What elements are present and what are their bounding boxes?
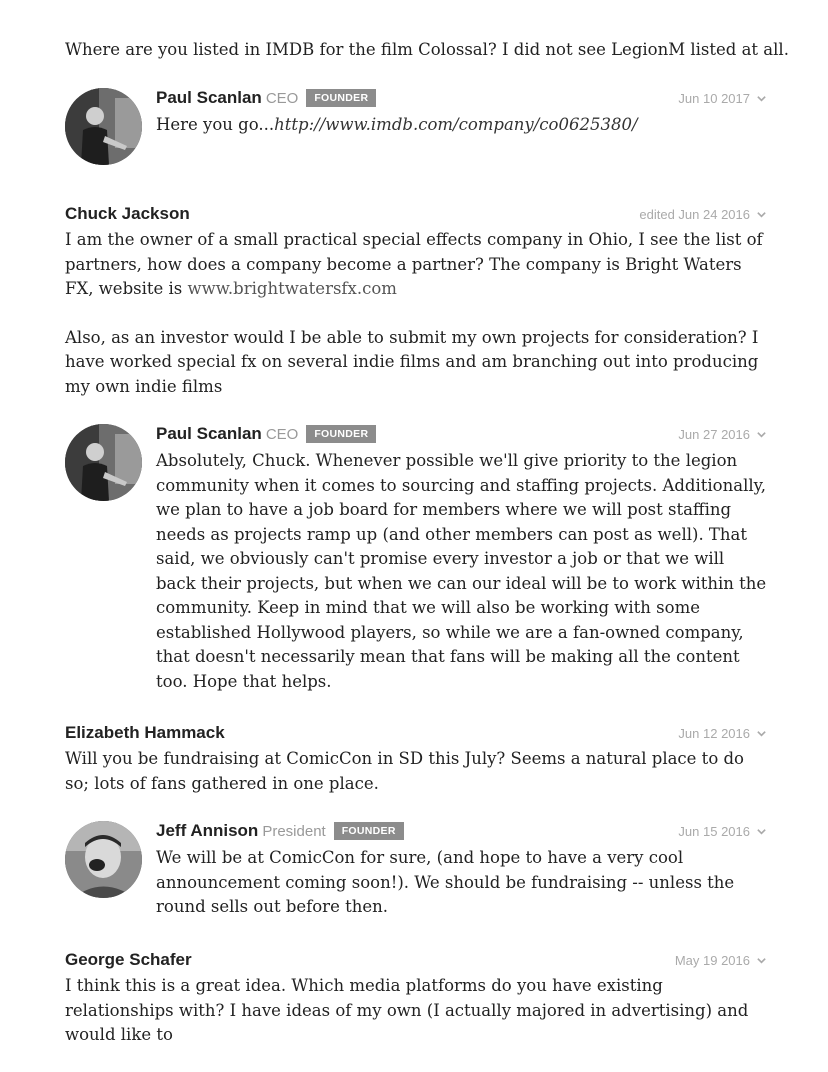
comment-chuck bbox=[65, 204, 767, 399]
avatar[interactable] bbox=[65, 821, 142, 898]
avatar[interactable] bbox=[65, 88, 142, 165]
comment-date bbox=[675, 953, 767, 968]
reply-paul-1 bbox=[65, 88, 767, 168]
reply-text: Here you go... bbox=[156, 115, 275, 134]
comment-body bbox=[65, 228, 767, 399]
reply-text: Absolutely, Chuck. Whenever possible we'll give priority to the legion community when it comes to sourcing and staffing projects. Additionally, we plan to have a job board for members where we will post staffing needs as projects ramp up (and other members can post as well). That said, we obviously can't promise every investor a job or that we will back their projects, but when we can our ideal will be to work within the community. Keep in mind that we will also be working with some established Hollywood players, so while we are a fan-owned company, that doesn't necessarily mean that fans will be making all the content too. Hope that helps. bbox=[156, 451, 767, 691]
commenter-name[interactable]: Paul Scanlan bbox=[156, 424, 262, 443]
reply-text: We will be at ComicCon for sure, (and hope to have a very cool announcement coming soon!). We should be fundraising -- unless the round sells out before then. bbox=[156, 848, 735, 916]
comment-date bbox=[678, 726, 767, 741]
comment-text-2: Also, as an investor would I be able to submit my own projects for consideration? I have worked special fx on several indie films and am branching out into producing my own indie films bbox=[65, 327, 759, 396]
date-text: Jun 27 2016 bbox=[678, 427, 750, 442]
avatar-photo-icon bbox=[65, 424, 142, 501]
chevron-down-icon[interactable] bbox=[756, 209, 767, 220]
avatar-photo-icon bbox=[65, 88, 142, 165]
date-text: Jun 12 2016 bbox=[678, 726, 750, 741]
reply-paul-2 bbox=[65, 424, 767, 694]
chevron-down-icon[interactable] bbox=[756, 955, 767, 966]
commenter-role: President bbox=[262, 823, 326, 840]
chevron-down-icon[interactable] bbox=[756, 93, 767, 104]
comment-text: I think this is a great idea. Which media platforms do you have existing relationships with? I have ideas of my own (I actually majored in advertising) and would like to bbox=[65, 976, 749, 1044]
comment-george bbox=[65, 950, 767, 1048]
comment-text: Will you be fundraising at ComicCon in SD this July? Seems a natural place to do so; lots of fans gathered in one place. bbox=[65, 749, 744, 793]
date-text: Jun 10 2017 bbox=[678, 91, 750, 106]
comment-text: I am the owner of a small practical special effects company in Ohio, I see the list of partners, how does a company become a partner? The company is Bright Waters FX, website is bbox=[65, 230, 763, 298]
founder-badge: FOUNDER bbox=[334, 822, 404, 840]
comment-date bbox=[678, 824, 767, 839]
imdb-link[interactable]: http://www.imdb.com/company/co0625380/ bbox=[274, 115, 638, 134]
question-text: Where are you listed in IMDB for the film Colossal? I did not see LegionM listed at all. bbox=[65, 40, 789, 59]
date-text: May 19 2016 bbox=[674, 953, 750, 968]
commenter-name[interactable]: Paul Scanlan bbox=[156, 88, 262, 107]
commenter-name[interactable]: Chuck Jackson bbox=[65, 204, 190, 223]
comment-date bbox=[678, 91, 767, 106]
website-link[interactable]: www.brightwatersfx.com bbox=[187, 279, 397, 298]
commenter-name[interactable]: Elizabeth Hammack bbox=[65, 723, 225, 742]
reply-body bbox=[156, 113, 767, 138]
comment-date bbox=[639, 207, 767, 222]
founder-badge: FOUNDER bbox=[306, 89, 376, 107]
chevron-down-icon[interactable] bbox=[756, 826, 767, 837]
comment-date bbox=[678, 427, 767, 442]
avatar-photo-icon bbox=[65, 821, 142, 898]
commenter-name[interactable]: Jeff Annison bbox=[156, 821, 259, 840]
date-text: edited Jun 24 2016 bbox=[639, 207, 750, 222]
commenter-name[interactable]: George Schafer bbox=[65, 950, 192, 969]
commenter-role: CEO bbox=[265, 90, 299, 107]
avatar[interactable] bbox=[65, 424, 142, 501]
commenter-role: CEO bbox=[265, 426, 299, 443]
chevron-down-icon[interactable] bbox=[756, 728, 767, 739]
reply-jeff bbox=[65, 821, 767, 921]
chevron-down-icon[interactable] bbox=[756, 429, 767, 440]
date-text: Jun 15 2016 bbox=[678, 824, 750, 839]
comment-elizabeth bbox=[65, 723, 767, 796]
founder-badge: FOUNDER bbox=[306, 425, 376, 443]
